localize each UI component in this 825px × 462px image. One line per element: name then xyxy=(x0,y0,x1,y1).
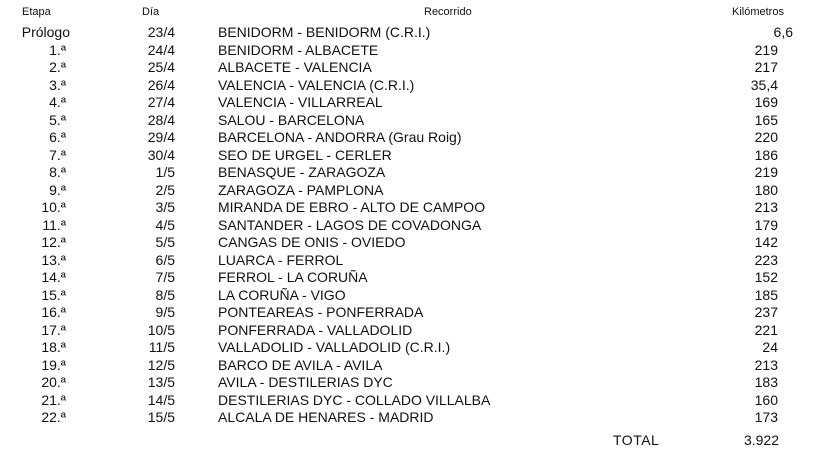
stage-number: 3.ª xyxy=(49,76,66,93)
stage-date: 28/4 xyxy=(147,111,175,128)
stage-km: 179 xyxy=(754,216,778,233)
stage-date: 4/5 xyxy=(155,216,175,233)
stage-date: 6/5 xyxy=(155,251,175,268)
stage-route: CANGAS DE ONIS - OVIEDO xyxy=(218,234,406,250)
stage-number: 1.ª xyxy=(49,41,66,58)
table-row xyxy=(0,199,825,217)
stage-route: DESTILERIAS DYC - COLLADO VILLALBA xyxy=(218,391,491,408)
stage-km: 220 xyxy=(754,129,778,145)
stage-date: 8/5 xyxy=(155,286,175,303)
stage-date: 12/5 xyxy=(147,356,175,373)
stage-km: 35,4 xyxy=(750,76,778,93)
header-kilometros: Kilómetros xyxy=(732,6,784,18)
stage-route: SALOU - BARCELONA xyxy=(218,111,365,128)
stage-number: 8.ª xyxy=(49,164,66,180)
stage-route: ALBACETE - VALENCIA xyxy=(218,59,372,75)
table-row xyxy=(0,287,825,305)
stage-number: 14.ª xyxy=(41,269,66,285)
stage-date: 11/5 xyxy=(148,339,175,355)
stage-date: 1/5 xyxy=(155,164,175,180)
table-row xyxy=(0,374,825,392)
stage-km: 217 xyxy=(754,59,778,75)
table-row xyxy=(0,164,825,182)
table-row xyxy=(0,147,825,165)
stage-date: 3/5 xyxy=(155,199,175,215)
stage-number: 15.ª xyxy=(41,286,66,303)
table-row xyxy=(0,59,825,77)
stage-date: 26/4 xyxy=(147,76,175,93)
stage-km: 223 xyxy=(754,251,778,268)
stage-km: 185 xyxy=(754,286,778,303)
stage-route: BENIDORM - BENIDORM (C.R.I.) xyxy=(218,24,431,40)
stage-route: MIRANDA DE EBRO - ALTO DE CAMPOO xyxy=(218,199,486,215)
stage-km: 6,6 xyxy=(773,24,793,40)
table-row xyxy=(0,112,825,130)
stage-number: 20.ª xyxy=(41,374,66,390)
stage-date: 24/4 xyxy=(147,41,175,58)
header-etapa: Etapa xyxy=(22,6,51,18)
stage-km: 186 xyxy=(754,146,778,163)
header-recorrido: Recorrido xyxy=(424,6,472,18)
stage-number: 22.ª xyxy=(41,409,66,425)
stage-number: 7.ª xyxy=(49,146,66,163)
stage-km: 183 xyxy=(754,374,778,390)
table-row xyxy=(0,217,825,235)
stage-date: 14/5 xyxy=(147,391,175,408)
stage-number: 5.ª xyxy=(49,111,66,128)
stage-route: ZARAGOZA - PAMPLONA xyxy=(218,181,384,198)
stage-route: BENIDORM - ALBACETE xyxy=(218,41,379,58)
table-row xyxy=(0,392,825,410)
stage-route: BARCO DE AVILA - AVILA xyxy=(218,356,383,373)
stage-number: 17.ª xyxy=(41,321,66,338)
stage-date: 15/5 xyxy=(147,409,175,425)
stage-km: 173 xyxy=(754,409,778,425)
stage-number: 12.ª xyxy=(41,234,66,250)
stage-km: 152 xyxy=(754,269,778,285)
stage-km: 213 xyxy=(754,199,778,215)
stage-km: 24 xyxy=(762,339,778,355)
total-label: TOTAL xyxy=(613,432,660,448)
stage-number: Prólogo xyxy=(21,24,70,40)
stage-km: 160 xyxy=(754,391,778,408)
table-row xyxy=(0,357,825,375)
stage-date: 29/4 xyxy=(147,129,175,145)
stage-number: 6.ª xyxy=(49,129,66,145)
header-dia: Día xyxy=(142,6,160,18)
stage-route: AVILA - DESTILERIAS DYC xyxy=(218,374,393,390)
stage-route: BENASQUE - ZARAGOZA xyxy=(218,164,386,180)
stage-route: PONTEAREAS - PONFERRADA xyxy=(218,304,424,320)
stage-route: ALCALA DE HENARES - MADRID xyxy=(218,409,434,425)
table-row xyxy=(0,322,825,340)
stage-km: 169 xyxy=(754,94,778,110)
stage-date: 27/4 xyxy=(147,94,175,110)
stage-route: PONFERRADA - VALLADOLID xyxy=(218,321,413,338)
total-value: 3.922 xyxy=(743,432,779,448)
stage-number: 4.ª xyxy=(49,94,66,110)
stage-km: 221 xyxy=(754,321,778,338)
table-row xyxy=(0,182,825,200)
stage-km: 219 xyxy=(754,41,778,58)
stage-date: 2/5 xyxy=(155,181,175,198)
stage-km: 142 xyxy=(754,234,778,250)
stage-number: 2.ª xyxy=(49,59,66,75)
stage-route: BARCELONA - ANDORRA (Grau Roig) xyxy=(218,129,462,145)
stage-route: VALENCIA - VILLARREAL xyxy=(218,94,383,110)
stage-number: 21.ª xyxy=(41,391,66,408)
table-row xyxy=(0,77,825,95)
stage-km: 237 xyxy=(754,304,778,320)
stage-route: SEO DE URGEL - CERLER xyxy=(218,146,392,163)
table-row xyxy=(0,42,825,60)
table-row xyxy=(0,252,825,270)
stage-km: 213 xyxy=(754,356,778,373)
stage-route: FERROL - LA CORUÑA xyxy=(218,269,368,285)
stage-rows xyxy=(0,24,825,427)
stage-date: 23/4 xyxy=(147,24,175,40)
stage-date: 7/5 xyxy=(155,269,175,285)
stage-date: 9/5 xyxy=(155,304,175,320)
table-row xyxy=(0,269,825,287)
table-row xyxy=(0,24,825,42)
table-row xyxy=(0,409,825,427)
table-row xyxy=(0,234,825,252)
stage-date: 5/5 xyxy=(155,234,175,250)
stage-km: 165 xyxy=(754,111,778,128)
stage-date: 13/5 xyxy=(147,374,175,390)
stage-date: 10/5 xyxy=(147,321,175,338)
stage-route: VALLADOLID - VALLADOLID (C.R.I.) xyxy=(218,339,451,355)
stage-number: 9.ª xyxy=(49,181,66,198)
stage-number: 10.ª xyxy=(41,199,66,215)
stage-route: VALENCIA - VALENCIA (C.R.I.) xyxy=(218,76,415,93)
stage-route: LUARCA - FERROL xyxy=(218,251,344,268)
table-row xyxy=(0,304,825,322)
stage-km: 219 xyxy=(754,164,778,180)
stage-km: 180 xyxy=(754,181,778,198)
stage-number: 13.ª xyxy=(41,251,66,268)
stage-route: SANTANDER - LAGOS DE COVADONGA xyxy=(218,216,482,233)
stage-date: 25/4 xyxy=(147,59,175,75)
table-row xyxy=(0,129,825,147)
stage-number: 11.ª xyxy=(42,216,66,233)
stage-route: LA CORUÑA - VIGO xyxy=(218,286,346,303)
stage-date: 30/4 xyxy=(147,146,175,163)
stage-number: 19.ª xyxy=(41,356,66,373)
stage-number: 18.ª xyxy=(41,339,66,355)
table-row xyxy=(0,94,825,112)
table-row xyxy=(0,339,825,357)
stage-number: 16.ª xyxy=(41,304,66,320)
